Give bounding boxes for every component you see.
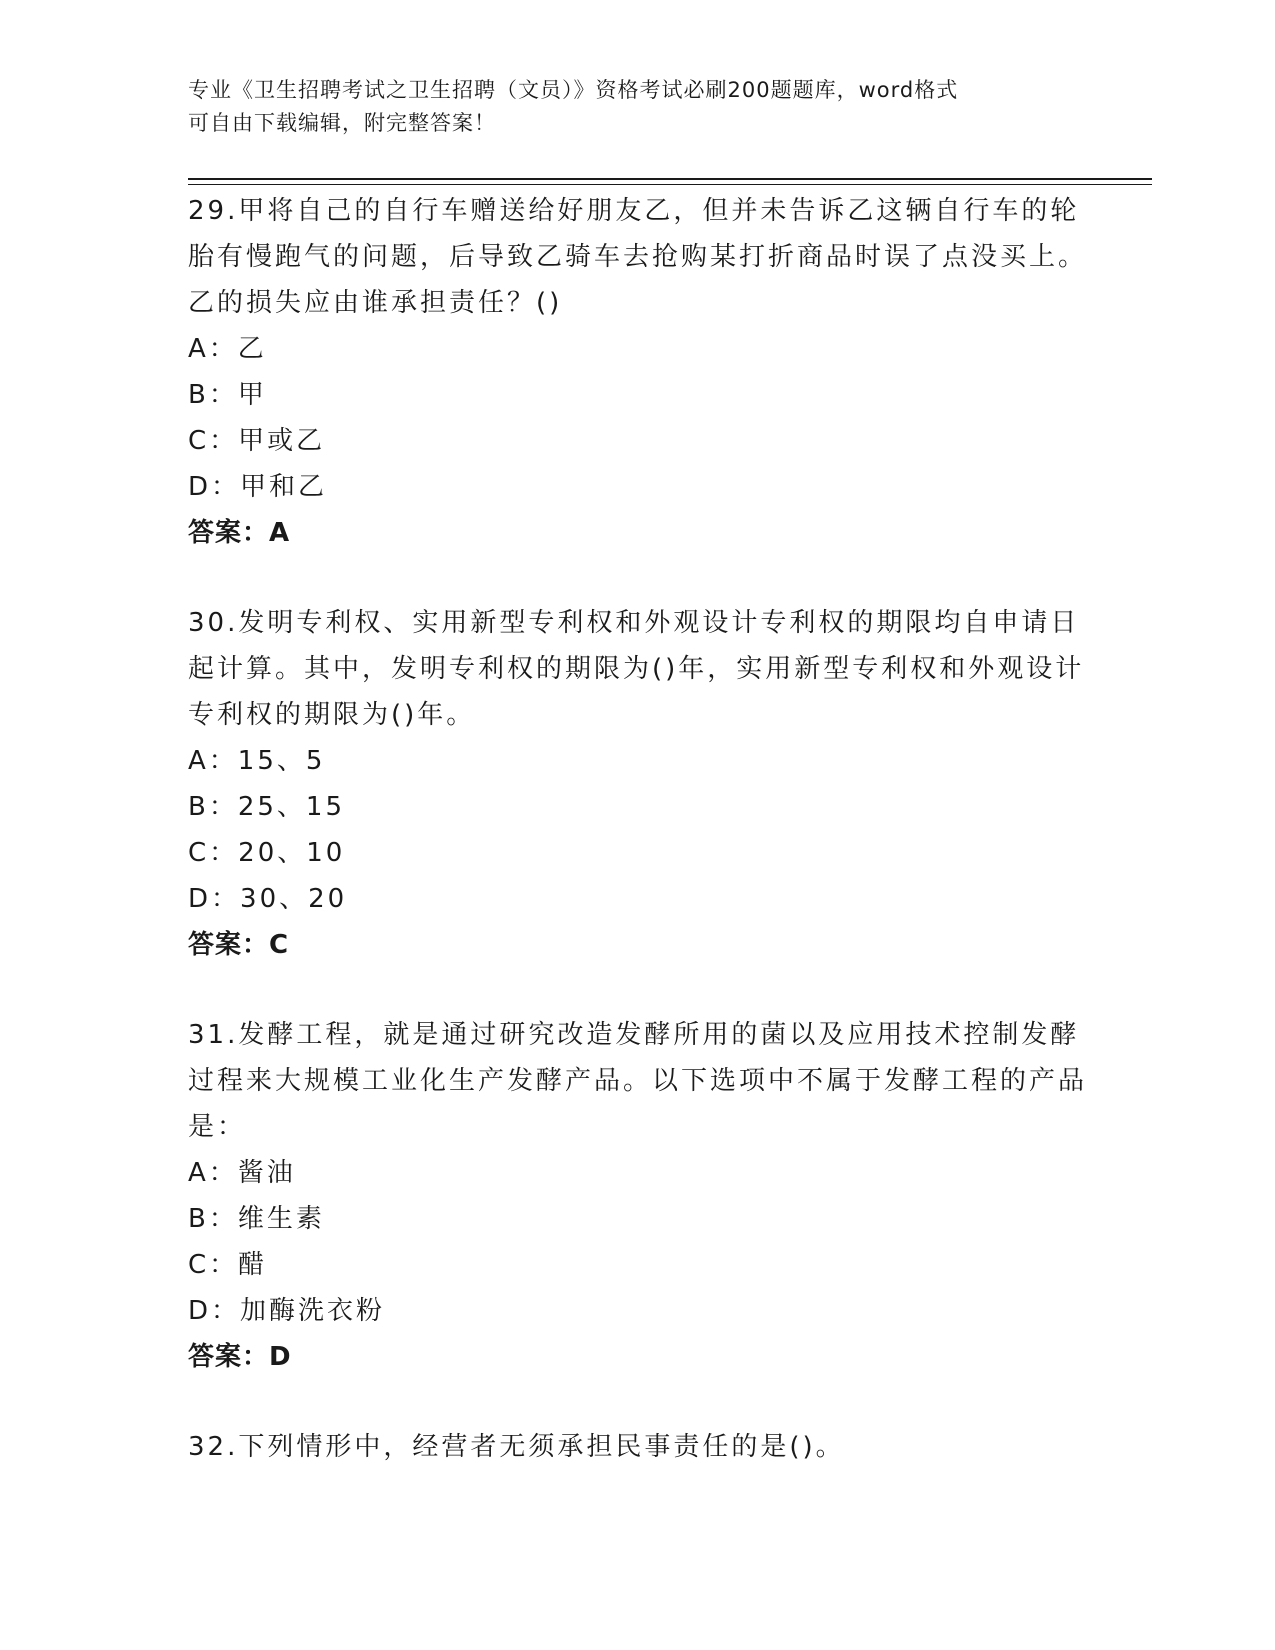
option-b: B：甲 [188,380,267,410]
option-list [188,326,1088,510]
option-a: A：酱油 [188,1158,296,1188]
question-stem: 31.发酵工程，就是通过研究改造发酵所用的菌以及应用技术控制发酵过程来大规模工业化生产发酵产品。以下选项中不属于发酵工程的产品是： [188,1020,1088,1142]
header-line-1: 专业《卫生招聘考试之卫生招聘（文员）》资格考试必刷200题题库，word格式 [188,78,959,102]
answer-line: 答案：D [188,1342,292,1372]
document-header [188,74,1068,140]
question-spacer [188,968,1088,1012]
option-d: D：加酶洗衣粉 [188,1296,386,1326]
option-a: A：15、5 [188,746,326,776]
question-spacer [188,556,1088,600]
option-d: D：甲和乙 [188,472,328,502]
question-stem: 30.发明专利权、实用新型专利权和外观设计专利权的期限均自申请日起计算。其中，发明专利权的期限为()年，实用新型专利权和外观设计专利权的期限为()年。 [188,608,1085,730]
option-b: B：维生素 [188,1204,325,1234]
header-divider-thin [188,184,1152,185]
answer-line: 答案：C [188,930,290,960]
question-list [188,188,1088,1470]
option-c: C：醋 [188,1250,268,1280]
question-stem: 32.下列情形中，经营者无须承担民事责任的是()。 [188,1432,845,1462]
option-c: C：甲或乙 [188,426,326,456]
question-29 [188,188,1088,556]
option-list [188,738,1088,922]
header-divider-thick [188,178,1152,180]
option-c: C：20、10 [188,838,346,868]
question-30 [188,600,1088,968]
question-31 [188,1012,1088,1380]
question-stem: 29.甲将自己的自行车赠送给好朋友乙，但并未告诉乙这辆自行车的轮胎有慢跑气的问题，后导致乙骑车去抢购某打折商品时误了点没买上。乙的损失应由谁承担责任？() [188,196,1088,318]
answer-line: 答案：A [188,518,291,548]
option-d: D：30、20 [188,884,348,914]
question-32 [188,1424,1088,1470]
option-b: B：25、15 [188,792,346,822]
option-list [188,1150,1088,1334]
option-a: A：乙 [188,334,267,364]
header-line-2: 可自由下载编辑，附完整答案！ [188,111,496,135]
question-spacer [188,1380,1088,1424]
